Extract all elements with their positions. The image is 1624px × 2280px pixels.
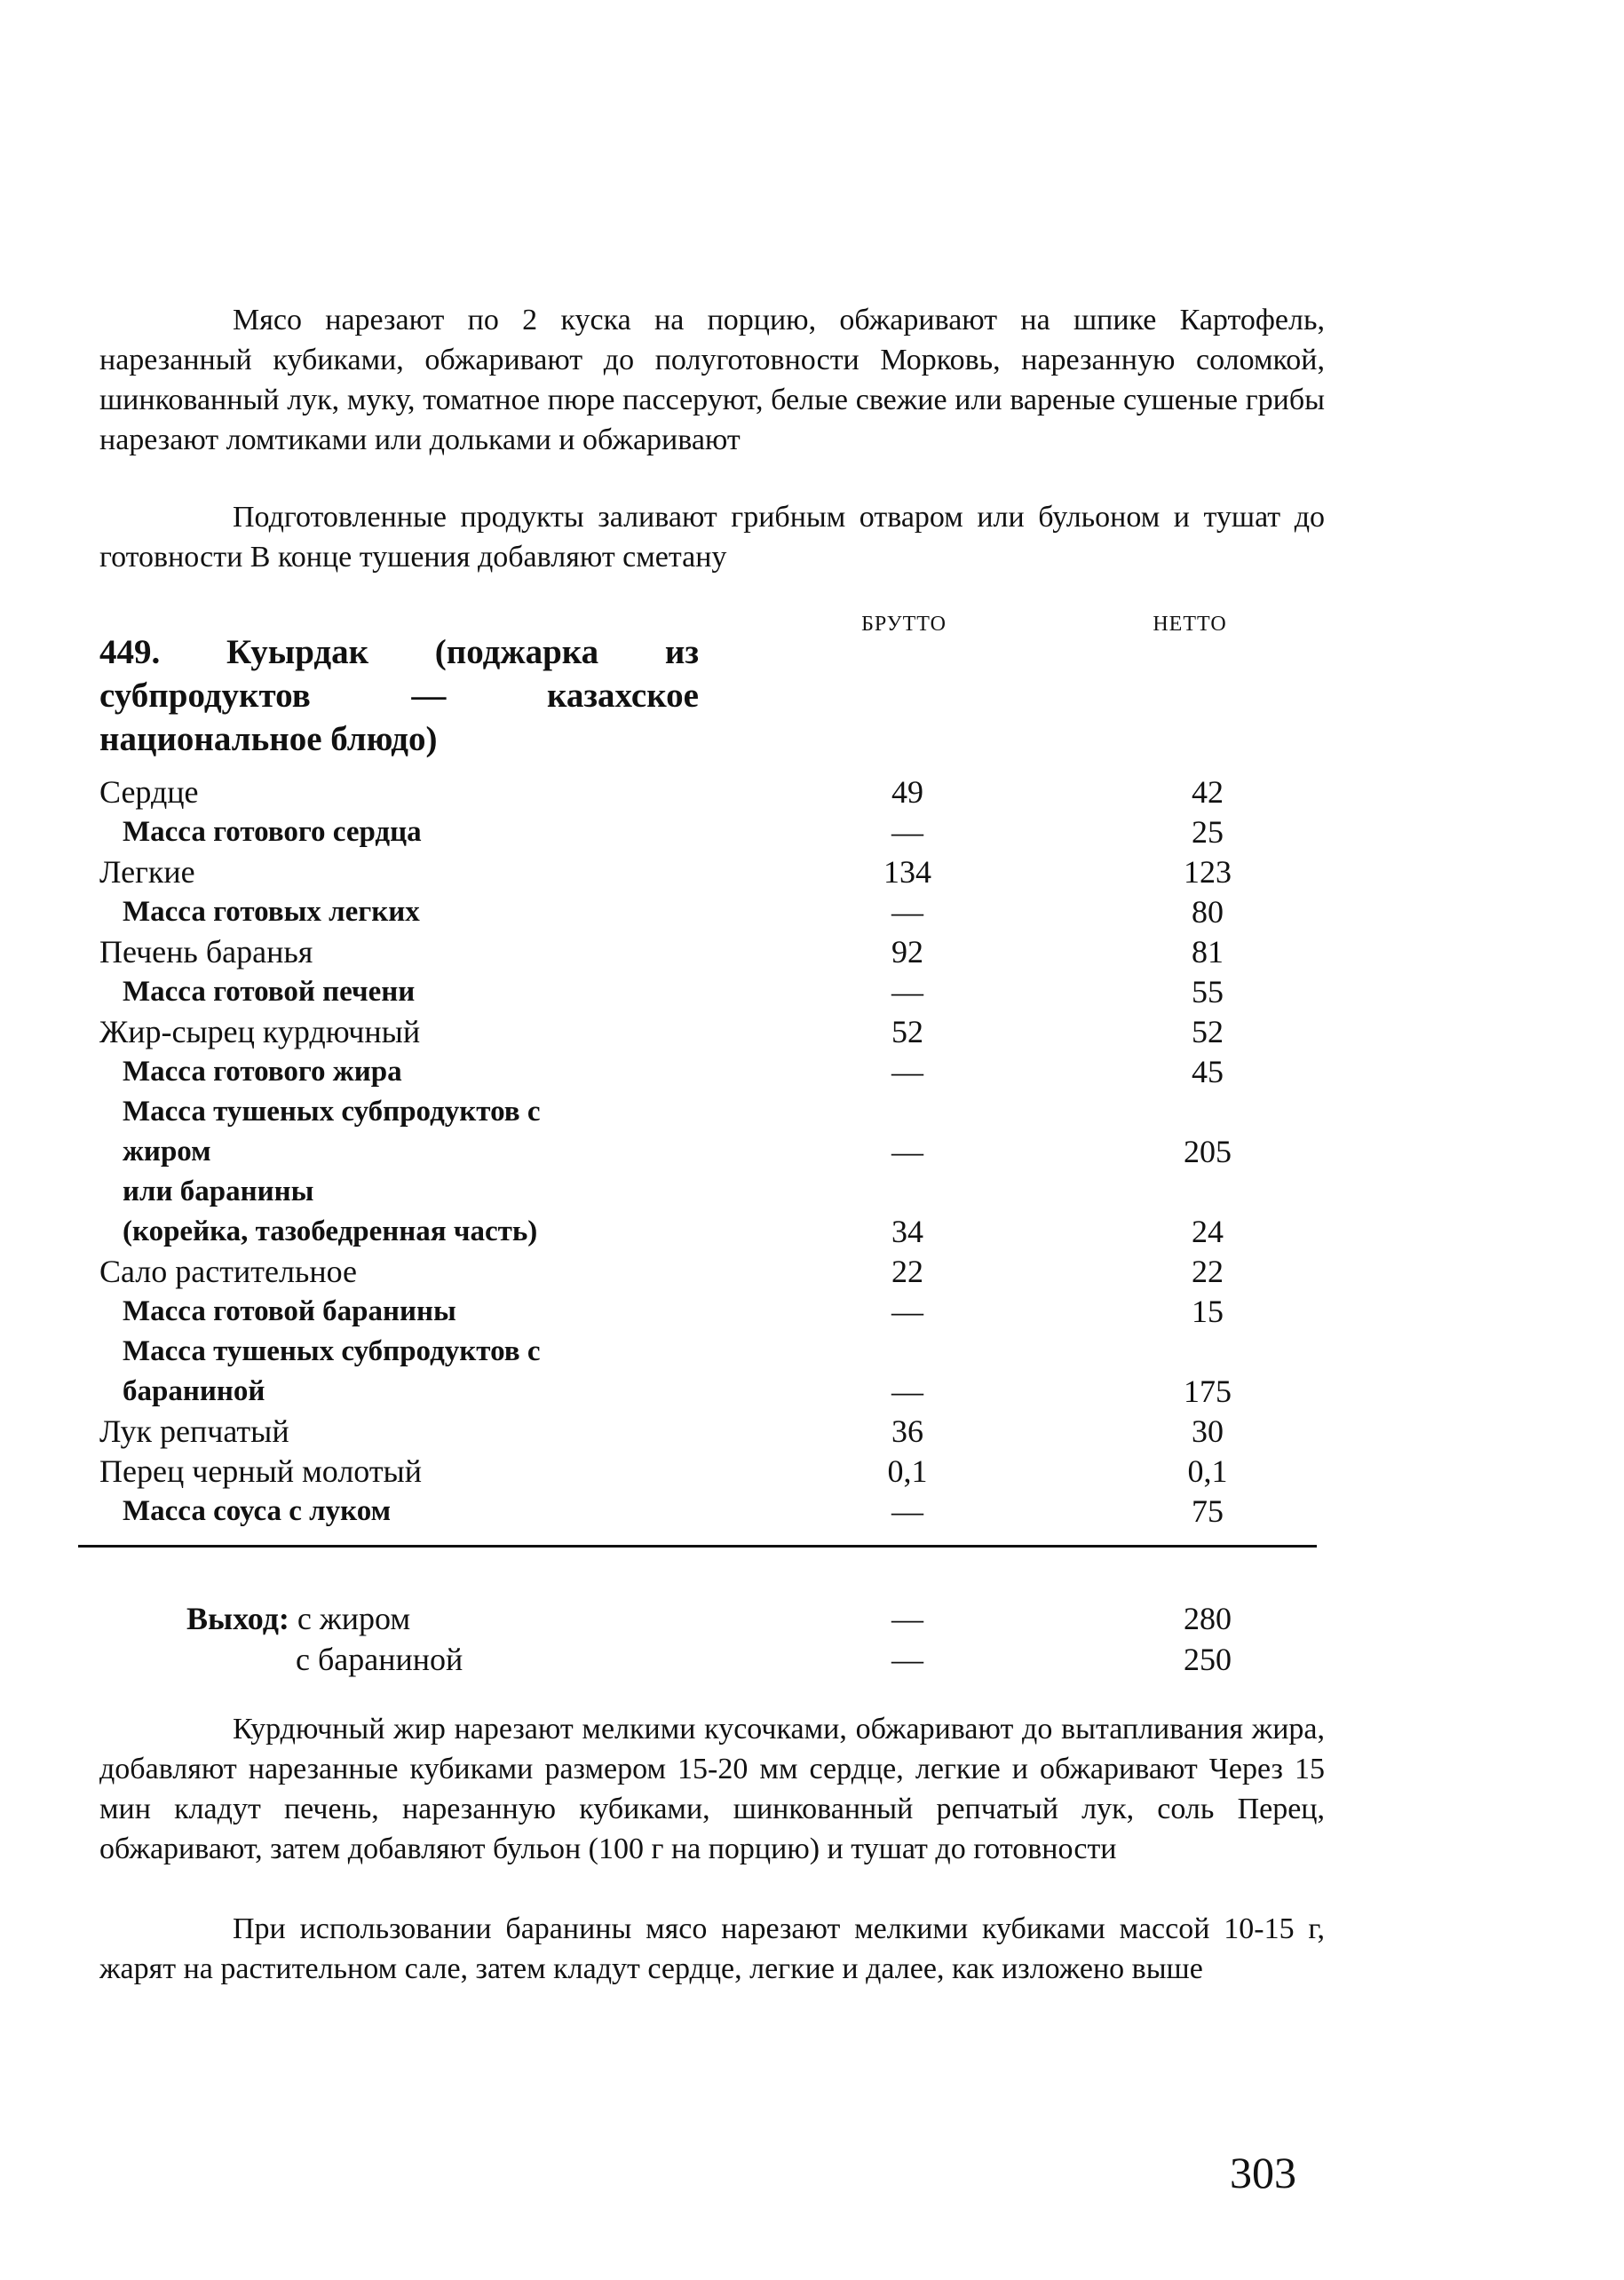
table-row bbox=[99, 812, 1254, 851]
netto-value: 42 bbox=[1192, 774, 1224, 810]
yield-with-fat-netto: 280 bbox=[1184, 1601, 1232, 1636]
ingredient-name: Масса готового жира bbox=[123, 1056, 402, 1088]
netto-value: 30 bbox=[1192, 1413, 1224, 1449]
intro-paragraph-1 bbox=[99, 300, 1325, 460]
ingredient-name: Масса тушеных субпродуктов с bbox=[123, 1335, 541, 1367]
ingredient-name: (корейка, тазобедренная часть) bbox=[123, 1215, 538, 1247]
ingredient-name: Лук репчатый bbox=[99, 1413, 289, 1449]
brutto-value: 22 bbox=[891, 1254, 923, 1289]
table-row bbox=[99, 772, 1254, 811]
yield-with-lamb-label: с бараниной bbox=[296, 1642, 463, 1677]
netto-value: 75 bbox=[1192, 1493, 1224, 1529]
table-divider bbox=[78, 1545, 1317, 1548]
brutto-value: 92 bbox=[891, 934, 923, 970]
brutto-value: — bbox=[891, 1054, 923, 1089]
intro-paragraph-2-text: Подготовленные продукты заливают грибным отваром или бульоном и тушат до готовности В конце тушения добавляют сметану bbox=[99, 501, 1325, 574]
table-row bbox=[99, 852, 1254, 891]
netto-value: 22 bbox=[1192, 1254, 1224, 1289]
netto-value: 45 bbox=[1192, 1054, 1224, 1089]
table-row bbox=[99, 1052, 1254, 1091]
brutto-value: 34 bbox=[891, 1214, 923, 1249]
table-row bbox=[99, 1012, 1254, 1051]
netto-value: 24 bbox=[1192, 1214, 1224, 1249]
ingredient-name: Сало растительное bbox=[99, 1254, 358, 1289]
ingredient-name: жиром bbox=[123, 1136, 211, 1168]
ingredient-name: Масса готовых легких bbox=[123, 896, 420, 928]
table-row bbox=[99, 1212, 1254, 1251]
ingredient-name: Легкие bbox=[99, 854, 195, 890]
ingredient-name: Печень баранья bbox=[99, 934, 313, 970]
page-number: 303 bbox=[1230, 2148, 1296, 2197]
ingredient-name: Масса тушеных субпродуктов с bbox=[123, 1096, 541, 1128]
netto-value: 205 bbox=[1184, 1134, 1232, 1169]
method-paragraph-1 bbox=[99, 1709, 1325, 1869]
netto-value: 80 bbox=[1192, 894, 1224, 930]
intro-paragraph-1-text: Мясо нарезают по 2 куска на порцию, обжаривают на шпике Картофель, нарезанный кубиками, обжаривают до полуготовности Морковь, нарезанную соломкой, шинкованный лук, муку, томатное пюре пассеруют, белые свежие или вареные сушеные грибы нарезают ломтиками или дольками и обжаривают bbox=[99, 304, 1325, 456]
table-row bbox=[99, 892, 1254, 931]
netto-value: 175 bbox=[1184, 1374, 1232, 1409]
ingredient-name: Жир-сырец курдючный bbox=[99, 1014, 421, 1049]
ingredient-name: Масса соуса с луком bbox=[123, 1495, 392, 1527]
recipe-title: 449. Куырдак (поджарка из субпродуктов — казахское национальное блюдо) bbox=[99, 633, 699, 758]
table-row bbox=[99, 1492, 1254, 1531]
netto-value: 81 bbox=[1192, 934, 1224, 970]
netto-value: 0,1 bbox=[1187, 1453, 1228, 1489]
brutto-value: — bbox=[891, 1374, 923, 1409]
method-paragraph-2 bbox=[99, 1909, 1325, 1989]
table-row bbox=[99, 1172, 1254, 1211]
table-row bbox=[99, 1372, 1254, 1411]
brutto-value: — bbox=[891, 1134, 923, 1169]
ingredient-name: бараниной bbox=[123, 1375, 265, 1407]
column-header-brutto: БРУТТО bbox=[861, 613, 947, 636]
brutto-value: 134 bbox=[883, 854, 931, 890]
brutto-value: 36 bbox=[891, 1413, 923, 1449]
netto-value: 123 bbox=[1184, 854, 1232, 890]
method-paragraph-1-text: Курдючный жир нарезают мелкими кусочками, обжаривают до вытапливания жира, добавляют нарезанные кубиками размером 15-20 мм сердце, легкие и обжаривают Через 15 мин кладут печень, нарезанную кубиками, шинкованный репчатый лук, соль Перец, обжаривают, затем добавляют бульон (100 г на порцию) и тушат до готовности bbox=[99, 1713, 1325, 1865]
netto-value: 15 bbox=[1192, 1294, 1224, 1329]
ingredient-name: Перец черный молотый bbox=[99, 1453, 423, 1489]
brutto-value: — bbox=[891, 974, 923, 1009]
brutto-value: 52 bbox=[891, 1014, 923, 1049]
yield-label: Выход: bbox=[186, 1601, 289, 1636]
table-row bbox=[99, 972, 1254, 1011]
table-row bbox=[99, 1412, 1254, 1451]
table-row bbox=[99, 1132, 1254, 1171]
brutto-value: — bbox=[891, 1493, 923, 1529]
netto-value: 52 bbox=[1192, 1014, 1224, 1049]
brutto-value: — bbox=[891, 814, 923, 850]
table-row bbox=[99, 1452, 1254, 1491]
table-row bbox=[99, 932, 1254, 971]
netto-value: 55 bbox=[1192, 974, 1224, 1009]
yield-with-fat-text: с жиром bbox=[297, 1601, 411, 1636]
brutto-value: 49 bbox=[891, 774, 923, 810]
ingredient-name: Сердце bbox=[99, 774, 199, 810]
brutto-value: — bbox=[891, 894, 923, 930]
table-row bbox=[99, 1332, 1254, 1371]
yield-with-fat-brutto: — bbox=[891, 1601, 923, 1636]
netto-value: 25 bbox=[1192, 814, 1224, 850]
ingredient-name: или баранины bbox=[123, 1176, 314, 1207]
intro-paragraph-2 bbox=[99, 497, 1325, 577]
table-row bbox=[99, 1292, 1254, 1331]
ingredient-name: Масса готового сердца bbox=[123, 816, 422, 848]
yield-with-lamb-brutto: — bbox=[891, 1642, 923, 1677]
brutto-value: 0,1 bbox=[887, 1453, 928, 1489]
column-header-netto: НЕТТО bbox=[1153, 613, 1227, 636]
brutto-value: — bbox=[891, 1294, 923, 1329]
table-row bbox=[99, 1092, 1254, 1131]
ingredient-name: Масса готовой баранины bbox=[123, 1295, 456, 1327]
ingredient-name: Масса готовой печени bbox=[123, 976, 416, 1008]
method-paragraph-2-text: При использовании баранины мясо нарезают мелкими кубиками массой 10-15 г, жарят на растительном сале, затем кладут сердце, легкие и далее, как изложено выше bbox=[99, 1912, 1325, 1985]
yield-with-fat-label bbox=[186, 1599, 410, 1638]
table-row bbox=[99, 1252, 1254, 1291]
yield-with-lamb-netto: 250 bbox=[1184, 1642, 1232, 1677]
